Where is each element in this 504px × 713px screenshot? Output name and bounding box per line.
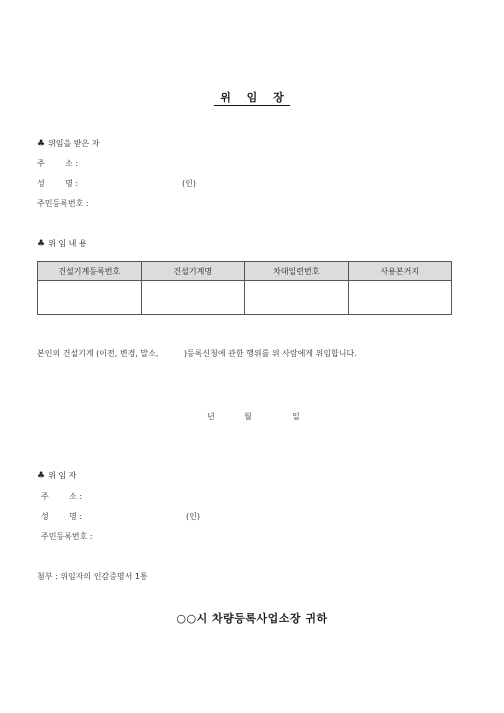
document-title bbox=[0, 89, 504, 105]
attachment-note: 첨부 : 위임자의 인감증명서 1통 bbox=[37, 572, 148, 581]
col-machine-name: 건설기계명 bbox=[141, 262, 245, 281]
date-year: 년 bbox=[207, 412, 215, 421]
table-row bbox=[38, 281, 452, 315]
table-header-row bbox=[38, 262, 452, 281]
recipient-address-label: 주 소 : bbox=[37, 159, 79, 168]
cell-machine-reg-no[interactable] bbox=[38, 281, 142, 315]
date-day: 일 bbox=[292, 412, 300, 421]
delegator-id-label: 주민등록번호 : bbox=[41, 532, 93, 541]
recipient-id-label: 주민등록번호 : bbox=[37, 199, 89, 208]
club-icon: ♣ bbox=[37, 239, 46, 249]
club-icon: ♣ bbox=[37, 139, 46, 149]
cell-base-location[interactable] bbox=[348, 281, 452, 315]
col-chassis-serial: 차대일련번호 bbox=[245, 262, 349, 281]
recipient-seal: (인) bbox=[182, 179, 196, 188]
delegator-heading bbox=[37, 470, 76, 481]
document-title-text: 위 임 장 bbox=[214, 91, 290, 106]
club-icon: ♣ bbox=[37, 471, 46, 481]
col-machine-reg-no: 건설기계등록번호 bbox=[38, 262, 142, 281]
delegator-name-label: 성 명 : bbox=[41, 512, 83, 521]
delegation-statement: 본인의 건설기계 (이전, 변경, 말소, )등록신청에 관한 행위를 위 사람에게 위임합니다. bbox=[37, 349, 357, 358]
recipient-name-label: 성 명 : bbox=[37, 179, 79, 188]
date-month: 월 bbox=[244, 412, 252, 421]
col-base-location: 사용본거지 bbox=[348, 262, 452, 281]
content-heading bbox=[37, 238, 87, 249]
delegator-seal: (인) bbox=[186, 512, 200, 521]
addressee: ○○시 차량등록사업소장 귀하 bbox=[176, 612, 328, 625]
cell-chassis-serial[interactable] bbox=[245, 281, 349, 315]
cell-machine-name[interactable] bbox=[141, 281, 245, 315]
delegation-table bbox=[37, 261, 452, 315]
recipient-heading bbox=[37, 138, 100, 149]
recipient-heading-text: 위임을 받은 자 bbox=[48, 139, 100, 148]
delegator-address-label: 주 소 : bbox=[41, 492, 83, 501]
delegator-heading-text: 위 임 자 bbox=[48, 471, 77, 480]
content-heading-text: 위 임 내 용 bbox=[48, 239, 87, 248]
